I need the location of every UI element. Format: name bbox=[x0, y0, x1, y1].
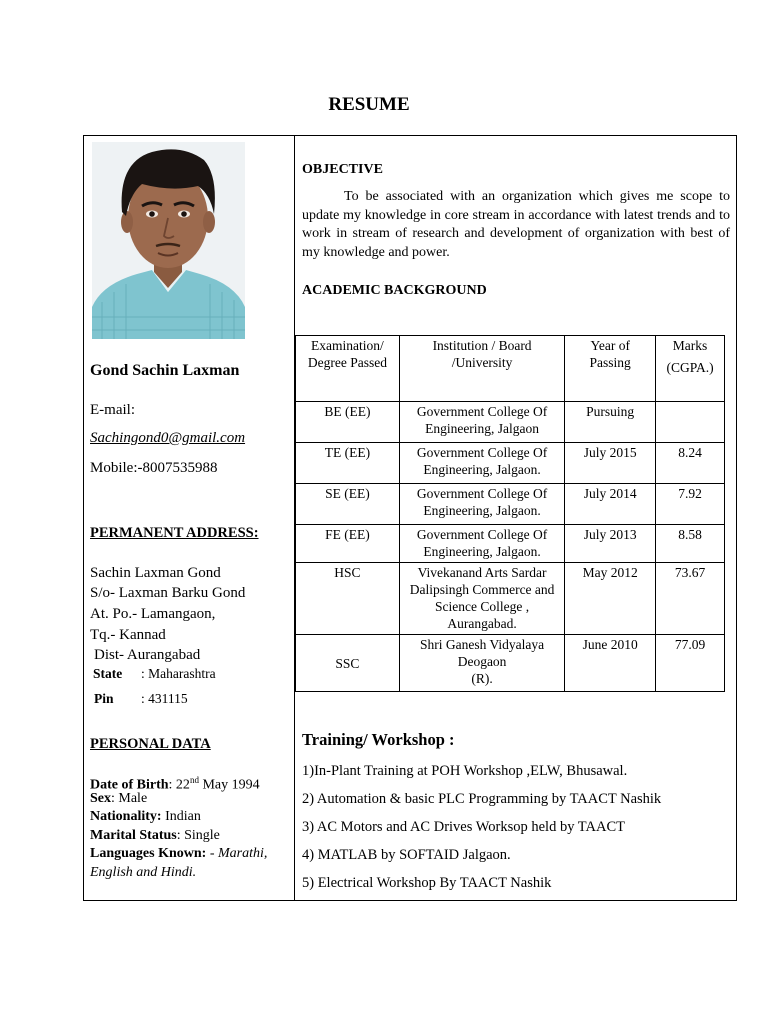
academic-heading: ACADEMIC BACKGROUND bbox=[302, 283, 487, 298]
cell-year: July 2013 bbox=[565, 525, 656, 563]
cell-institution: Government College Of Engineering, Jalgaon bbox=[399, 402, 564, 443]
candidate-name: Gond Sachin Laxman bbox=[90, 362, 240, 379]
sex-value: : Male bbox=[111, 791, 148, 806]
training-item: 5) Electrical Workshop By TAACT Nashik bbox=[302, 875, 552, 891]
resume-title: RESUME bbox=[328, 94, 410, 115]
address-heading: PERMANENT ADDRESS: bbox=[90, 525, 259, 541]
cell-exam: SSC bbox=[296, 635, 400, 692]
personal-data-heading: PERSONAL DATA bbox=[90, 736, 211, 752]
training-item: 3) AC Motors and AC Drives Worksop held by TAACT bbox=[302, 819, 625, 835]
sex bbox=[90, 790, 147, 809]
dob-label: Date of Birth bbox=[90, 777, 169, 793]
sex-label: Sex bbox=[90, 791, 111, 806]
profile-photo bbox=[92, 142, 245, 339]
nationality-label: Nationality: bbox=[90, 809, 162, 824]
mobile-number: Mobile:-8007535988 bbox=[90, 460, 218, 476]
cell-marks: 8.24 bbox=[656, 443, 725, 484]
table-row bbox=[296, 484, 725, 525]
address-line: Tq.- Kannad bbox=[90, 627, 166, 643]
cell-exam: TE (EE) bbox=[296, 443, 400, 484]
cell-exam: HSC bbox=[296, 563, 400, 635]
cell-institution: Government College Of Engineering, Jalgaon. bbox=[399, 484, 564, 525]
cell-marks: 7.92 bbox=[656, 484, 725, 525]
table-row bbox=[296, 635, 725, 692]
cell-year: July 2015 bbox=[565, 443, 656, 484]
cell-institution: Government College Of Engineering, Jalgaon. bbox=[399, 525, 564, 563]
cell-year: June 2010 bbox=[565, 635, 656, 692]
dob-suffix: nd bbox=[189, 775, 199, 785]
cell-exam: FE (EE) bbox=[296, 525, 400, 563]
header-institution: Institution / Board /University bbox=[399, 336, 564, 402]
state-label: State bbox=[93, 666, 123, 681]
languages bbox=[90, 845, 288, 882]
person-portrait-icon bbox=[92, 142, 245, 339]
training-heading: Training/ Workshop : bbox=[302, 730, 455, 749]
nationality bbox=[90, 808, 201, 827]
header-year: Year of Passing bbox=[565, 336, 656, 402]
cell-marks: 73.67 bbox=[656, 563, 725, 635]
training-item: 1)In-Plant Training at POH Workshop ,ELW, Bhusawal. bbox=[302, 763, 628, 779]
dob-day: : 22 bbox=[168, 777, 190, 793]
cell-institution: Government College Of Engineering, Jalgaon. bbox=[399, 443, 564, 484]
address-line: S/o- Laxman Barku Gond bbox=[90, 585, 246, 601]
objective-text: To be associated with an organization which gives me scope to update my knowledge in core stream in accordance with latest trends and to work in stream of research and development of organization with best of my knowledge and power. bbox=[302, 189, 730, 260]
header-marks: Marks (CGPA.) bbox=[656, 336, 725, 402]
table-header-row bbox=[296, 336, 725, 402]
table-row bbox=[296, 563, 725, 635]
email-label: E-mail: bbox=[90, 402, 135, 418]
state-value: : Maharashtra bbox=[141, 666, 216, 681]
cell-year: July 2014 bbox=[565, 484, 656, 525]
cell-year: May 2012 bbox=[565, 563, 656, 635]
objective-section bbox=[302, 162, 730, 262]
cell-exam: BE (EE) bbox=[296, 402, 400, 443]
cell-marks bbox=[656, 402, 725, 443]
pin-label: Pin bbox=[94, 691, 114, 706]
cell-marks: 8.58 bbox=[656, 525, 725, 563]
marital-status bbox=[90, 827, 220, 846]
dob-rest: May 1994 bbox=[198, 777, 260, 793]
email-link[interactable]: Sachingond0@gmail.com bbox=[90, 430, 246, 446]
cell-institution: Shri Ganesh Vidyalaya Deogaon (R). bbox=[399, 635, 564, 692]
objective-heading: OBJECTIVE bbox=[302, 162, 383, 177]
cell-marks: 77.09 bbox=[656, 635, 725, 692]
address-line: Dist- Aurangabad bbox=[94, 647, 201, 663]
nationality-value: Indian bbox=[161, 809, 201, 824]
marital-value: : Single bbox=[176, 828, 220, 843]
cell-year: Pursuing bbox=[565, 402, 656, 443]
training-item: 2) Automation & basic PLC Programming by TAACT Nashik bbox=[302, 791, 662, 807]
languages-label: Languages Known: bbox=[90, 846, 207, 861]
table-row bbox=[296, 443, 725, 484]
table-row bbox=[296, 525, 725, 563]
academic-table bbox=[295, 335, 725, 692]
marital-label: Marital Status bbox=[90, 828, 177, 843]
pin-value: : 431115 bbox=[141, 691, 188, 706]
header-exam: Examination/ Degree Passed bbox=[296, 336, 400, 402]
table-row bbox=[296, 402, 725, 443]
languages-value: - Marathi, English and Hindi. bbox=[90, 846, 268, 880]
cell-exam: SE (EE) bbox=[296, 484, 400, 525]
address-line: Sachin Laxman Gond bbox=[90, 565, 221, 581]
cell-institution: Vivekanand Arts Sardar Dalipsingh Commerce and Science College , Aurangabad. bbox=[399, 563, 564, 635]
address-line: At. Po.- Lamangaon, bbox=[90, 606, 216, 622]
training-item: 4) MATLAB by SOFTAID Jalgaon. bbox=[302, 847, 511, 863]
